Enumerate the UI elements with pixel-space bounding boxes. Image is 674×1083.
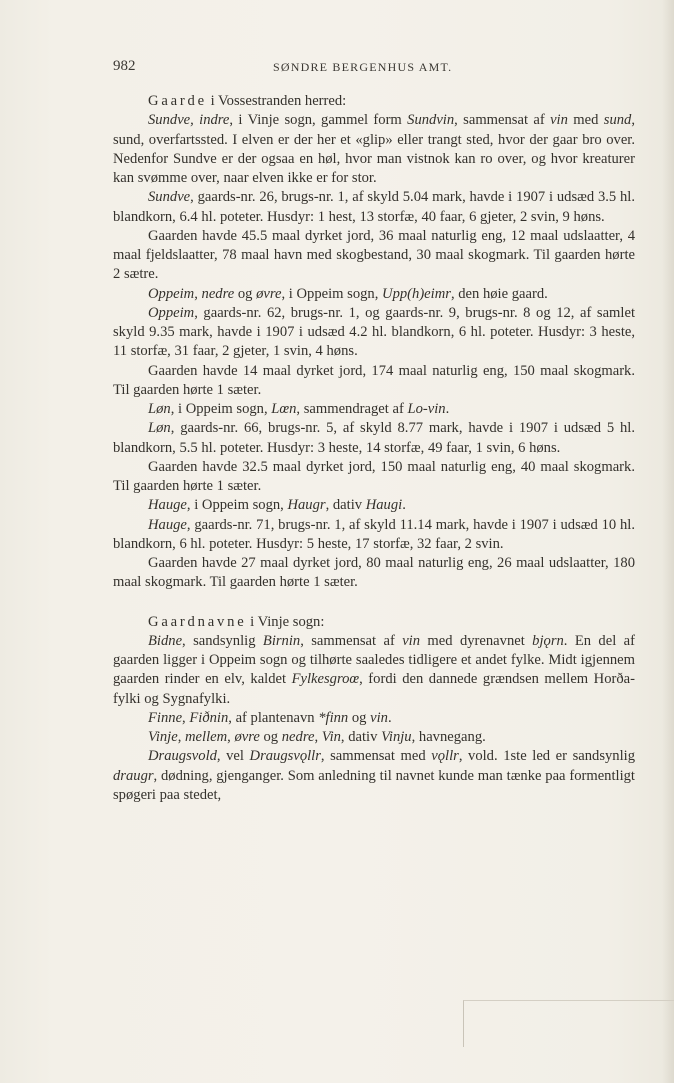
word-form: øvre xyxy=(234,729,260,745)
text-run: Gaarden havde 27 maal dyrket jord, 80 maal naturlig eng, 26 maal udslaatter, 180 maal skogmark. Til gaarden hørte 1 sæter. xyxy=(113,555,635,591)
text-run: og xyxy=(234,285,257,302)
word-form: bjǫrn xyxy=(532,632,564,649)
entry-lon-statistics xyxy=(113,419,635,458)
text-run: . xyxy=(445,401,450,417)
text-run: , sammensat med xyxy=(320,748,432,765)
entry-oppeim-etymology xyxy=(113,285,635,304)
text-run: , xyxy=(314,729,322,745)
text-run: , af plantenavn xyxy=(228,709,319,726)
entry-sundve-land xyxy=(113,227,635,285)
entry-vinje xyxy=(113,728,635,747)
entry-finne xyxy=(113,709,635,728)
old-norse-form: Sundvin xyxy=(407,112,455,129)
place-name: Oppeim xyxy=(148,285,195,302)
section-heading-vinje xyxy=(113,613,635,632)
text-run: Gaarden havde 14 maal dyrket jord, 174 maal naturlig eng, 150 maal skogmark. Til gaarden hørte 1 sæter. xyxy=(113,362,635,398)
text-run: , den høie gaard. xyxy=(450,285,548,302)
place-name: Finne xyxy=(148,709,183,726)
entry-oppeim-land xyxy=(113,362,635,401)
old-norse-form: Birnin xyxy=(262,632,301,649)
old-norse-form: Vin xyxy=(321,729,341,745)
section-heading-rest: i Vinje sogn: xyxy=(246,613,325,630)
entry-sundve-etymology xyxy=(113,111,635,188)
text-run: med dyrenavnet xyxy=(420,632,533,649)
text-run: , xyxy=(177,729,186,745)
place-name: Hauge xyxy=(148,516,187,533)
word-form: mellem xyxy=(185,729,228,745)
word-form: *finn xyxy=(318,709,349,726)
old-norse-form: Fiðnin xyxy=(189,709,229,726)
paper-mark xyxy=(463,1000,674,1047)
text-run: , sund, overfartssted. I elven er der her et «glip» eller trangt sted, hvor der gaar bro over. Nedenfor Sundve er der ogsaa en høl, hvor man vistnok kan ro over, og hvor kreaturer kan svømme over, naar elven ikke er for stor. xyxy=(113,112,635,186)
text-run: . xyxy=(402,497,406,514)
text-run: , gaards-nr. 71, brugs-nr. 1, af skyld 11.14 mark, havde i 1907 i udsæd 10 hl. blandkorn, 6 hl. poteter. Husdyr: 5 heste, 17 storfæ, 32 faar, 2 svin. xyxy=(113,516,635,552)
page-header xyxy=(113,58,635,80)
entry-hauge-etymology xyxy=(113,496,635,515)
text-run: , xyxy=(182,709,190,726)
place-name: Løn xyxy=(148,401,171,417)
entry-bidne xyxy=(113,632,635,709)
entry-draugsvold xyxy=(113,747,635,805)
place-name: Sundve, indre xyxy=(148,112,230,129)
section-heading-spaced: Gaardnavne xyxy=(148,613,247,630)
word-form: vin xyxy=(550,112,568,129)
place-name: Bidne xyxy=(148,632,183,649)
text-run: Gaarden havde 45.5 maal dyrket jord, 36 maal naturlig eng, 12 maal udslaatter, 4 maal fjeldslaatter, 78 maal havn med skogbestand, 30 maal skogmark. Til gaarden hørte 2 sætre. xyxy=(113,227,635,283)
text-run: , vold. 1ste led er sandsynlig xyxy=(458,748,635,765)
text-run: , dativ xyxy=(340,729,382,745)
text-run: , sammendraget af xyxy=(296,401,408,417)
word-form: Vinju xyxy=(381,729,412,745)
text-run: , dødning, gjenganger. Som anledning til navnet kunde man tænke paa formentligt spøgeri paa stedet, xyxy=(113,767,635,803)
old-norse-form: Draugsvǫllr xyxy=(249,748,321,765)
word-form: nedre xyxy=(281,729,315,745)
text-run: , dativ xyxy=(325,497,366,514)
entry-oppeim-statistics xyxy=(113,304,635,362)
word-form: øvre xyxy=(256,285,282,302)
text-run: og xyxy=(348,709,371,726)
text-run: . xyxy=(387,709,392,726)
text-run: , gaards-nr. 62, brugs-nr. 1, og gaards-nr. 9, brugs-nr. 8 og 12, af samlet skyld 9.35 mark, havde i 1907 i udsæd 4.2 hl. blandkorn, 6 hl. poteter. Husdyr: 3 heste, 11 storfæ, 31 faar, 2 gjeter, 1 svin, 4 høns. xyxy=(113,304,635,360)
word-form: vin xyxy=(370,709,388,726)
section-heading-rest: i Vossestranden herred: xyxy=(206,93,347,109)
old-norse-form: Haugr xyxy=(287,497,326,514)
place-name: Oppeim xyxy=(148,304,195,321)
text-run: , vel xyxy=(216,748,250,765)
text-run: , gaards-nr. 66, brugs-nr. 5, af skyld 8.77 mark, havde i 1907 i udsæd 5 hl. blandkorn, 5.5 hl. poteter. Husdyr: 3 heste, 14 storfæ, 49 faar, 1 svin, 6 høns. xyxy=(113,420,635,456)
place-name: Draugsvold xyxy=(148,748,217,765)
place-name: Sundve xyxy=(148,189,191,206)
text-run: , sammensat af xyxy=(454,112,551,129)
text-run: , xyxy=(194,285,202,302)
section-heading-vossestranden xyxy=(113,92,635,111)
text-run: , fordi den dannede grændsen mellem Horða-fylki og Sygnafylki. xyxy=(113,671,635,707)
text-run: , i Oppeim sogn, xyxy=(170,401,272,417)
word-form: draugr xyxy=(113,767,154,784)
text-run: , i Vinje sogn, gammel form xyxy=(229,112,408,129)
section-spacer xyxy=(113,593,635,613)
text-run: , xyxy=(227,729,235,745)
word-form: vǫllr xyxy=(431,748,459,765)
section-heading-spaced: Gaarde xyxy=(148,93,207,109)
place-name: Vinje xyxy=(148,729,178,745)
entry-hauge-statistics xyxy=(113,516,635,555)
text-run: og xyxy=(259,729,282,745)
running-head: SØNDRE BERGENHUS AMT. xyxy=(273,60,453,74)
page-edge-shadow xyxy=(662,0,674,1083)
word-form: sund xyxy=(603,112,632,129)
text-run: , gaards-nr. 26, brugs-nr. 1, af skyld 5.04 mark, havde i 1907 i udsæd 3.5 hl. blandkorn, 6.4 hl. poteter. Husdyr: 1 hest, 13 storfæ, 40 faar, 6 gjeter, 2 svin, 9 høns. xyxy=(113,189,635,225)
word-form: nedre xyxy=(201,285,235,302)
text-run: , havnegang. xyxy=(411,729,486,745)
text-run: med xyxy=(567,112,604,129)
page-number: 982 xyxy=(113,58,136,74)
place-name: Løn xyxy=(148,420,171,437)
old-norse-form: Lœn xyxy=(271,401,297,417)
word-form: Lo-vin xyxy=(407,401,446,417)
old-norse-form: Upp(h)eimr xyxy=(382,285,451,302)
text-run: , i Oppeim sogn, xyxy=(186,497,288,514)
text-run: , i Oppeim sogn, xyxy=(281,285,383,302)
place-name: Hauge xyxy=(148,497,187,514)
text-run: , sandsynlig xyxy=(182,632,263,649)
text-run: Gaarden havde 32.5 maal dyrket jord, 150 maal naturlig eng, 40 maal skogmark. Til gaarden hørte 1 sæter. xyxy=(113,458,635,494)
entry-lon-etymology xyxy=(113,400,635,419)
entry-sundve-statistics xyxy=(113,188,635,227)
text-run: , sammensat af xyxy=(300,632,403,649)
word-form: vin xyxy=(402,632,421,649)
entry-hauge-land xyxy=(113,554,635,593)
text-run: . En del af gaarden ligger i Oppeim sogn og tilhørte saaledes tidligere et andet fylke. Midt igjennem gaarden rinder en elv, kaldet xyxy=(113,632,635,688)
word-form: Haugi xyxy=(365,497,403,514)
entry-lon-land xyxy=(113,458,635,497)
body-text xyxy=(113,92,635,805)
word-form: Fylkesgroœ xyxy=(291,671,360,688)
